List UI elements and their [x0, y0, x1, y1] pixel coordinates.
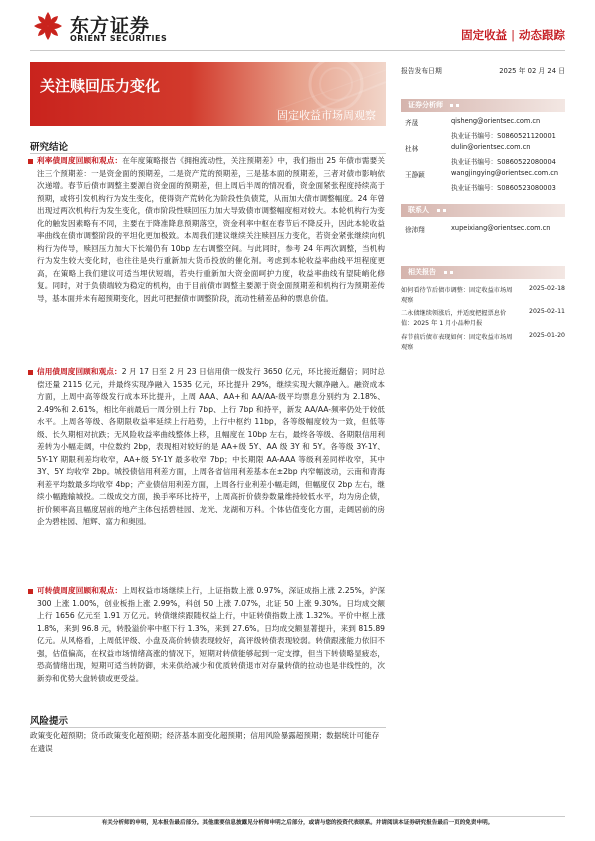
contact-heading: 联系人	[408, 206, 429, 214]
report-date-value: 2025 年 02 月 24 日	[499, 67, 565, 75]
contact-heading-bar	[401, 204, 565, 217]
report-title: 关注赎回压力变化	[40, 77, 161, 95]
analyst-cert: 执业证书编号：S0860521120001	[451, 132, 556, 140]
summary-bullet-credit	[37, 366, 385, 529]
footer-disclaimer: 有关分析师的申明，见本报告最后部分。其他重要信息披露见分析师申明之后部分，或请与您的投资代表联系。并请阅读本证券研究报告最后一页的免责申明。	[101, 820, 494, 826]
summary-bullet-convertibles	[37, 585, 385, 685]
bullet-text: 在年度策略报告《拥抱流动性，关注预期差》中，我们指出 25 年债市需要关注三个预期差：一是资金面的预期差，二是资产荒的预期差，三是基本面的预期差，三者对债市影响依次递增。春节后债市调整主要源自资金面的预期差，但上周后半周的情况看，资金面紧张程度持续高于预期，或将引发机构行为发生变化，使得资产荒转化为阶段性负债荒，从而加大债市调整幅度。24 年曾出现过两次机构行为发生变化，债市阶段性赎回压力加大导致债市调整幅度相对较大。本轮机构行为变化的触发因素略有不同，主要在于降准降息预期落空，资金利率中枢在春节后不降反升，因此本轮收益率曲线在债市调整阶段的平坦化更加极致。本周我们建议继续关注赎回压力变化，若资金紧张继续向机构行为传导，赎回压力加大下长端仍有 10bp 左右调整空间。与此同时，参考 24 年两次调整，当机构行为发生较大变化时，也往往是央行重新加大货币投放的催化剂。考虑到本轮收益率曲线平坦程度更高，在策略上我们建议可适当埋伏短端，若央行重新加大资金面呵护力度，收益率曲线有望陡峭化修复。同时，对于负债端较为稳定的机构，由于目前债市调整主要源于资金面预期差和机构行为预期差传导，基本面并未有超预期变化，因此可把握债市调整阶段，流动性稍差品种的票息价值。	[37, 156, 385, 303]
analyst-email[interactable]: qisheng@orientsec.com.cn	[451, 117, 541, 125]
bullet-marker-icon	[28, 370, 33, 375]
related-heading: 相关报告	[408, 268, 436, 276]
risk-divider	[30, 727, 386, 728]
related-reports-list	[401, 285, 565, 351]
related-report-title[interactable]: 春节前后债市表现如何：固定收益市场周	[401, 334, 513, 341]
related-report-date: 2025-02-11	[529, 308, 565, 315]
contact-name: 徐沛翔	[405, 226, 425, 234]
risk-text: 政策变化超预期；货币政策变化超预期；经济基本面变化超预期；信用风险暴露超预期；数据统计可能存在遗误	[30, 731, 380, 753]
analyst-cert: 执业证书编号：S0860523080003	[451, 184, 556, 192]
report-subtitle: 固定收益市场周观察	[277, 109, 376, 122]
bullet-text: 2 月 17 日至 2 月 23 日信用债一级发行 3650 亿元，环比接近翻倍；同时总偿还量 2115 亿元，并最终实现净融入 1535 亿元，环比提升 29%，继续实现大额净融入。融资成本方面，上周中高等级发行成本环比提升，上周 AAA、AA+和 AA/AA-级平均票息分别约为 2.18%、2.49%和 2.61%，相比年前最后一周分别上行 7bp、上行 7bp 和持平，新发 AA/AA-频率仍处于较低水平。上周各等级、各期限收益率延续上行趋势，上行中枢约 11bp，各等级幅度较为一致，但低等级、长久期相对抗跌；无风险收益率曲线整体上移，且幅度在 10bp 左右，最终各等级、各期限信用利差转为小幅走阔，中位数约 2bp，表现相对较好的是 AA+级 5Y、AA 级 3Y 和 5Y。各等级 3Y-1Y、5Y-1Y 期限利差均收窄，AA+级 5Y-1Y 最多收窄 7bp；中长期限 AA-AAA 等级利差同样收窄，其中 3Y、5Y 均收窄 2bp。城投债信用利差方面，上周各省信用利差基本在±2bp 内窄幅波动，云南和青海利差平均数最多均收窄 4bp；产业债信用利差方面，上周各行业利差小幅走阔，但幅度仅 2bp 左右，继续小幅跑输城投。二级成交方面，换手率环比持平，上周高折价债券数量维持较低水平，均为房企债，折价频率高且幅度居前的地产主体包括碧桂园、龙光、龙湖和万科。个体估值变化方面，走阔居前的房企为碧桂园、旭辉、富力和奥园。	[37, 367, 386, 526]
bullet-title: 可转债周度回顾和观点：	[37, 586, 123, 595]
footer-divider	[30, 816, 565, 817]
related-report-date: 2025-02-18	[529, 285, 565, 292]
analyst-name: 齐晟	[405, 119, 419, 127]
analysts-heading: 证券分析师	[408, 101, 443, 109]
analyst-email[interactable]: dulin@orientsec.com.cn	[451, 143, 531, 151]
bullet-title: 利率债周度回顾和观点：	[37, 156, 123, 165]
related-report-title[interactable]: 二永债继续领涨后，并适度把握票息价	[401, 310, 507, 317]
title-banner	[30, 62, 386, 126]
contact-email[interactable]: xupeixiang@orientsec.com.cn	[451, 224, 551, 232]
category-label: 固定收益	[461, 28, 508, 42]
analyst-name: 王静颖	[405, 171, 425, 179]
related-report-title[interactable]: 观察	[401, 344, 414, 351]
bullet-title: 信用债周度回顾和观点：	[37, 367, 122, 376]
analyst-email[interactable]: wangjingying@orientsec.com.cn	[451, 169, 559, 177]
series-label: 动态跟踪	[519, 28, 565, 42]
related-report-title[interactable]: 观察	[401, 297, 414, 304]
bullet-marker-icon	[28, 589, 33, 594]
bullet-marker-icon	[28, 159, 33, 164]
summary-heading: 研究结论	[30, 142, 69, 153]
analyst-list	[401, 117, 565, 197]
bullet-text: 上周权益市场继续上行，上证指数上涨 0.97%，深证成指上涨 2.25%，沪深 300 上涨 1.00%，创业板指上涨 2.99%，科创 50 上涨 7.07%，北证 50 上涨 9.30%。日均成交额上行 1656 亿元至 1.91 万亿元。转债继续跟随权益上行，中证转债指数上涨 1.32%。平价中枢上涨 1.8%，来到 96.8 元，转股溢价率中枢下行 1.3%，来到 27.6%。日均成交额显著提升，来到 815.89 亿元。从风格看，上周低评级、小盘及高价转债表现较好，高评级转债表现较弱。转债跟涨能力依旧不强，估值偏高，在权益市场情绪高涨的情况下，短期对转债能够起到一定支撑，但当下转债略显疲态，恐高情绪出现，短期可适当转防御，未来供给减少和优质转债退市对存量转债的拉动也是非线性的，次新券和优势大盘转债或更受益。	[37, 586, 386, 683]
orient-securities-logo-icon	[33, 11, 63, 41]
risk-heading: 风险提示	[30, 716, 69, 727]
header-divider	[30, 50, 565, 51]
brand-name-en: ORIENT SECURITIES	[70, 34, 168, 43]
analyst-name: 杜林	[405, 145, 419, 153]
summary-bullet-rates	[37, 155, 385, 305]
related-report-date: 2025-01-20	[529, 332, 565, 339]
related-heading-bar	[401, 266, 565, 279]
analyst-cert: 执业证书编号：S0860522080004	[451, 158, 556, 166]
analysts-heading-bar	[401, 99, 565, 112]
related-report-title[interactable]: 值：2025 年 1 月小品种月报	[401, 320, 483, 327]
related-report-title[interactable]: 如何看待节后债市调整：固定收益市场周	[401, 287, 513, 294]
brand-name-cn: 东方证券	[70, 15, 151, 37]
summary-divider	[30, 153, 386, 154]
contact-info	[401, 224, 565, 236]
report-date-label: 报告发布日期	[401, 67, 442, 75]
report-category	[461, 27, 565, 43]
category-separator: |	[511, 28, 515, 42]
